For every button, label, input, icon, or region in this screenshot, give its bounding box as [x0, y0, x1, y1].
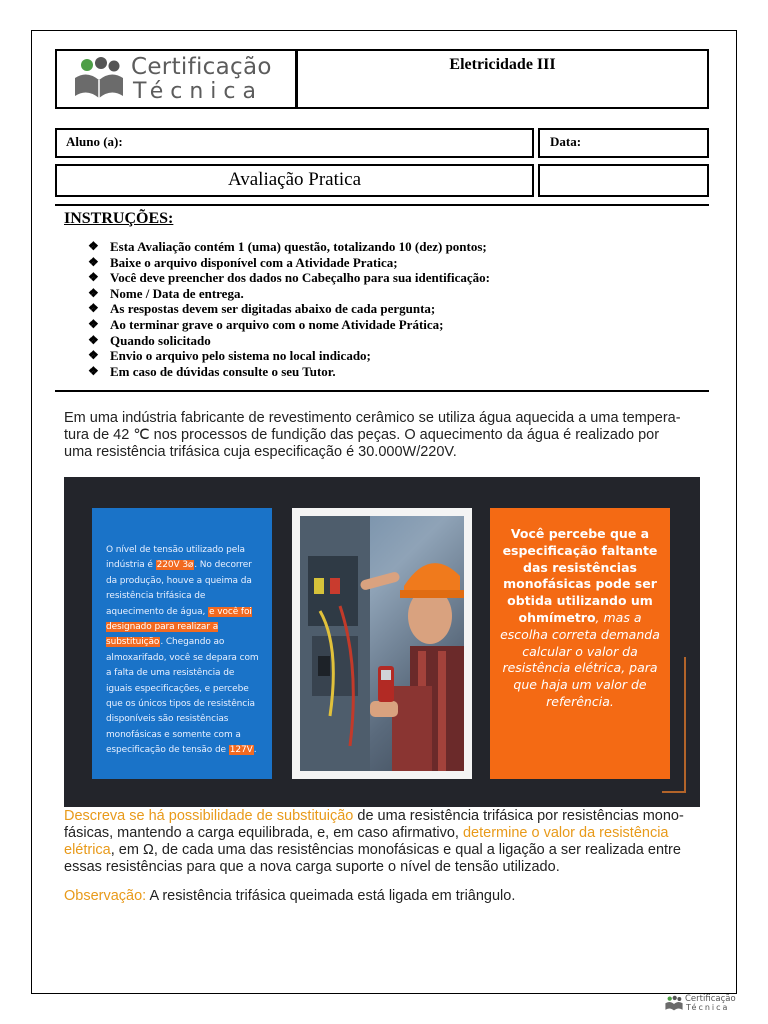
list-item: ❖ Envio o arquivo pelo sistema no local indicado; — [88, 348, 371, 364]
list-item: ❖ Esta Avaliação contém 1 (uma) questão, totalizando 10 (dez) pontos; — [88, 239, 487, 254]
question-paragraph: Descreva se há possibilidade de substituição de uma resistência trifásica por resistências mono-fásicas, mantendo a carga equilibrada, e, em caso afirmativo, determine o valor da resistência elétrica, em Ω, de cada uma das resistências monofásicas e qual a ligação a ser realizada entre essas resistências para que a nova carga suporte o nível de tensão utilizado. — [64, 808, 684, 875]
logo-text-top: Certificação — [131, 54, 272, 80]
decorative-line — [684, 657, 686, 793]
logo-people-book-icon — [664, 995, 684, 1013]
evaluation-title: Avaliação Pratica — [227, 169, 362, 190]
instructions-title: INSTRUÇÕES: — [64, 210, 174, 227]
diamond-bullet-icon: ❖ — [88, 332, 99, 347]
diamond-bullet-icon: ❖ — [88, 348, 99, 363]
diamond-bullet-icon: ❖ — [88, 239, 99, 253]
decorative-line — [662, 791, 686, 793]
logo-text-bottom: Técnica — [133, 79, 263, 104]
diamond-bullet-icon: ❖ — [88, 254, 99, 269]
grade-box[interactable] — [538, 164, 709, 197]
divider-bottom — [55, 390, 709, 392]
electrician-photo — [300, 516, 464, 771]
instructions-list — [88, 239, 490, 379]
list-item: ❖ Em caso de dúvidas consulte o seu Tutor. — [88, 363, 336, 379]
list-item: ❖ Você deve preencher dos dados no Cabeçalho para sua identificação: — [88, 270, 491, 286]
footer-logo — [664, 994, 736, 1014]
divider-top — [55, 204, 709, 206]
student-field[interactable] — [55, 128, 534, 158]
diamond-bullet-icon: ❖ — [88, 270, 99, 285]
footer-logo-text-bottom: Técnica — [686, 1003, 730, 1012]
scenario-blue-text: O nível de tensão utilizado pela indústria é 220V 3⌀. No decorrer da produção, houve a queima da resistência trifásica de aquecimento de água, e você foi designado para realizar a substituição. Chegando ao almoxarifado, você se depara com a falta de uma resistência de iguais especificações, e percebe que os únicos tipos de resistência disponíveis são resistências monofásicas e somente com a especificação de tensão de 127V. — [106, 545, 259, 756]
observation-paragraph: Observação: A resistência trifásica queimada está ligada em triângulo. — [64, 888, 516, 904]
scenario-orange-panel — [490, 508, 670, 779]
scenario-figure — [64, 477, 700, 807]
footer-logo-text-top: Certificação — [685, 994, 736, 1004]
scenario-blue-panel — [92, 508, 272, 779]
diamond-bullet-icon: ❖ — [88, 301, 99, 316]
diamond-bullet-icon: ❖ — [88, 316, 99, 331]
list-item: ❖ Ao terminar grave o arquivo com o nome Atividade Prática; — [88, 316, 444, 332]
electrician-photo-frame — [292, 508, 472, 779]
diamond-bullet-icon: ❖ — [88, 363, 99, 378]
electrician-illustration-icon — [300, 516, 464, 771]
list-item: ❖ As respostas devem ser digitadas abaixo de cada pergunta; — [88, 301, 436, 317]
list-item: ❖ Baixe o arquivo disponível com a Atividade Pratica; — [88, 254, 398, 270]
date-label: Data: — [550, 134, 582, 149]
diamond-bullet-icon: ❖ — [88, 285, 99, 300]
logo-people-book-icon — [71, 56, 127, 104]
intro-paragraph: Em uma indústria fabricante de revestimento cerâmico se utiliza água aquecida a uma tempera- tura de 42 ℃ nos processos de fundição das peças. O aquecimento da água é realizado por uma resistência trifásica cuja especificação é 30.000W/220V. — [64, 410, 681, 460]
scenario-orange-text: Você percebe que a especificação faltante das resistências monofásicas pode ser obtida utilizando um ohmímetro, mas a escolha correta demanda calcular o valor da resistência elétrica, para que haja um valor de referência. — [500, 526, 660, 709]
subject-title: Eletricidade III — [449, 56, 556, 73]
header-logo-box — [55, 49, 297, 109]
list-item: ❖ Nome / Data de entrega. — [88, 285, 244, 301]
student-label: Aluno (a): — [66, 134, 123, 149]
list-item: ❖ Quando solicitado — [88, 332, 211, 348]
